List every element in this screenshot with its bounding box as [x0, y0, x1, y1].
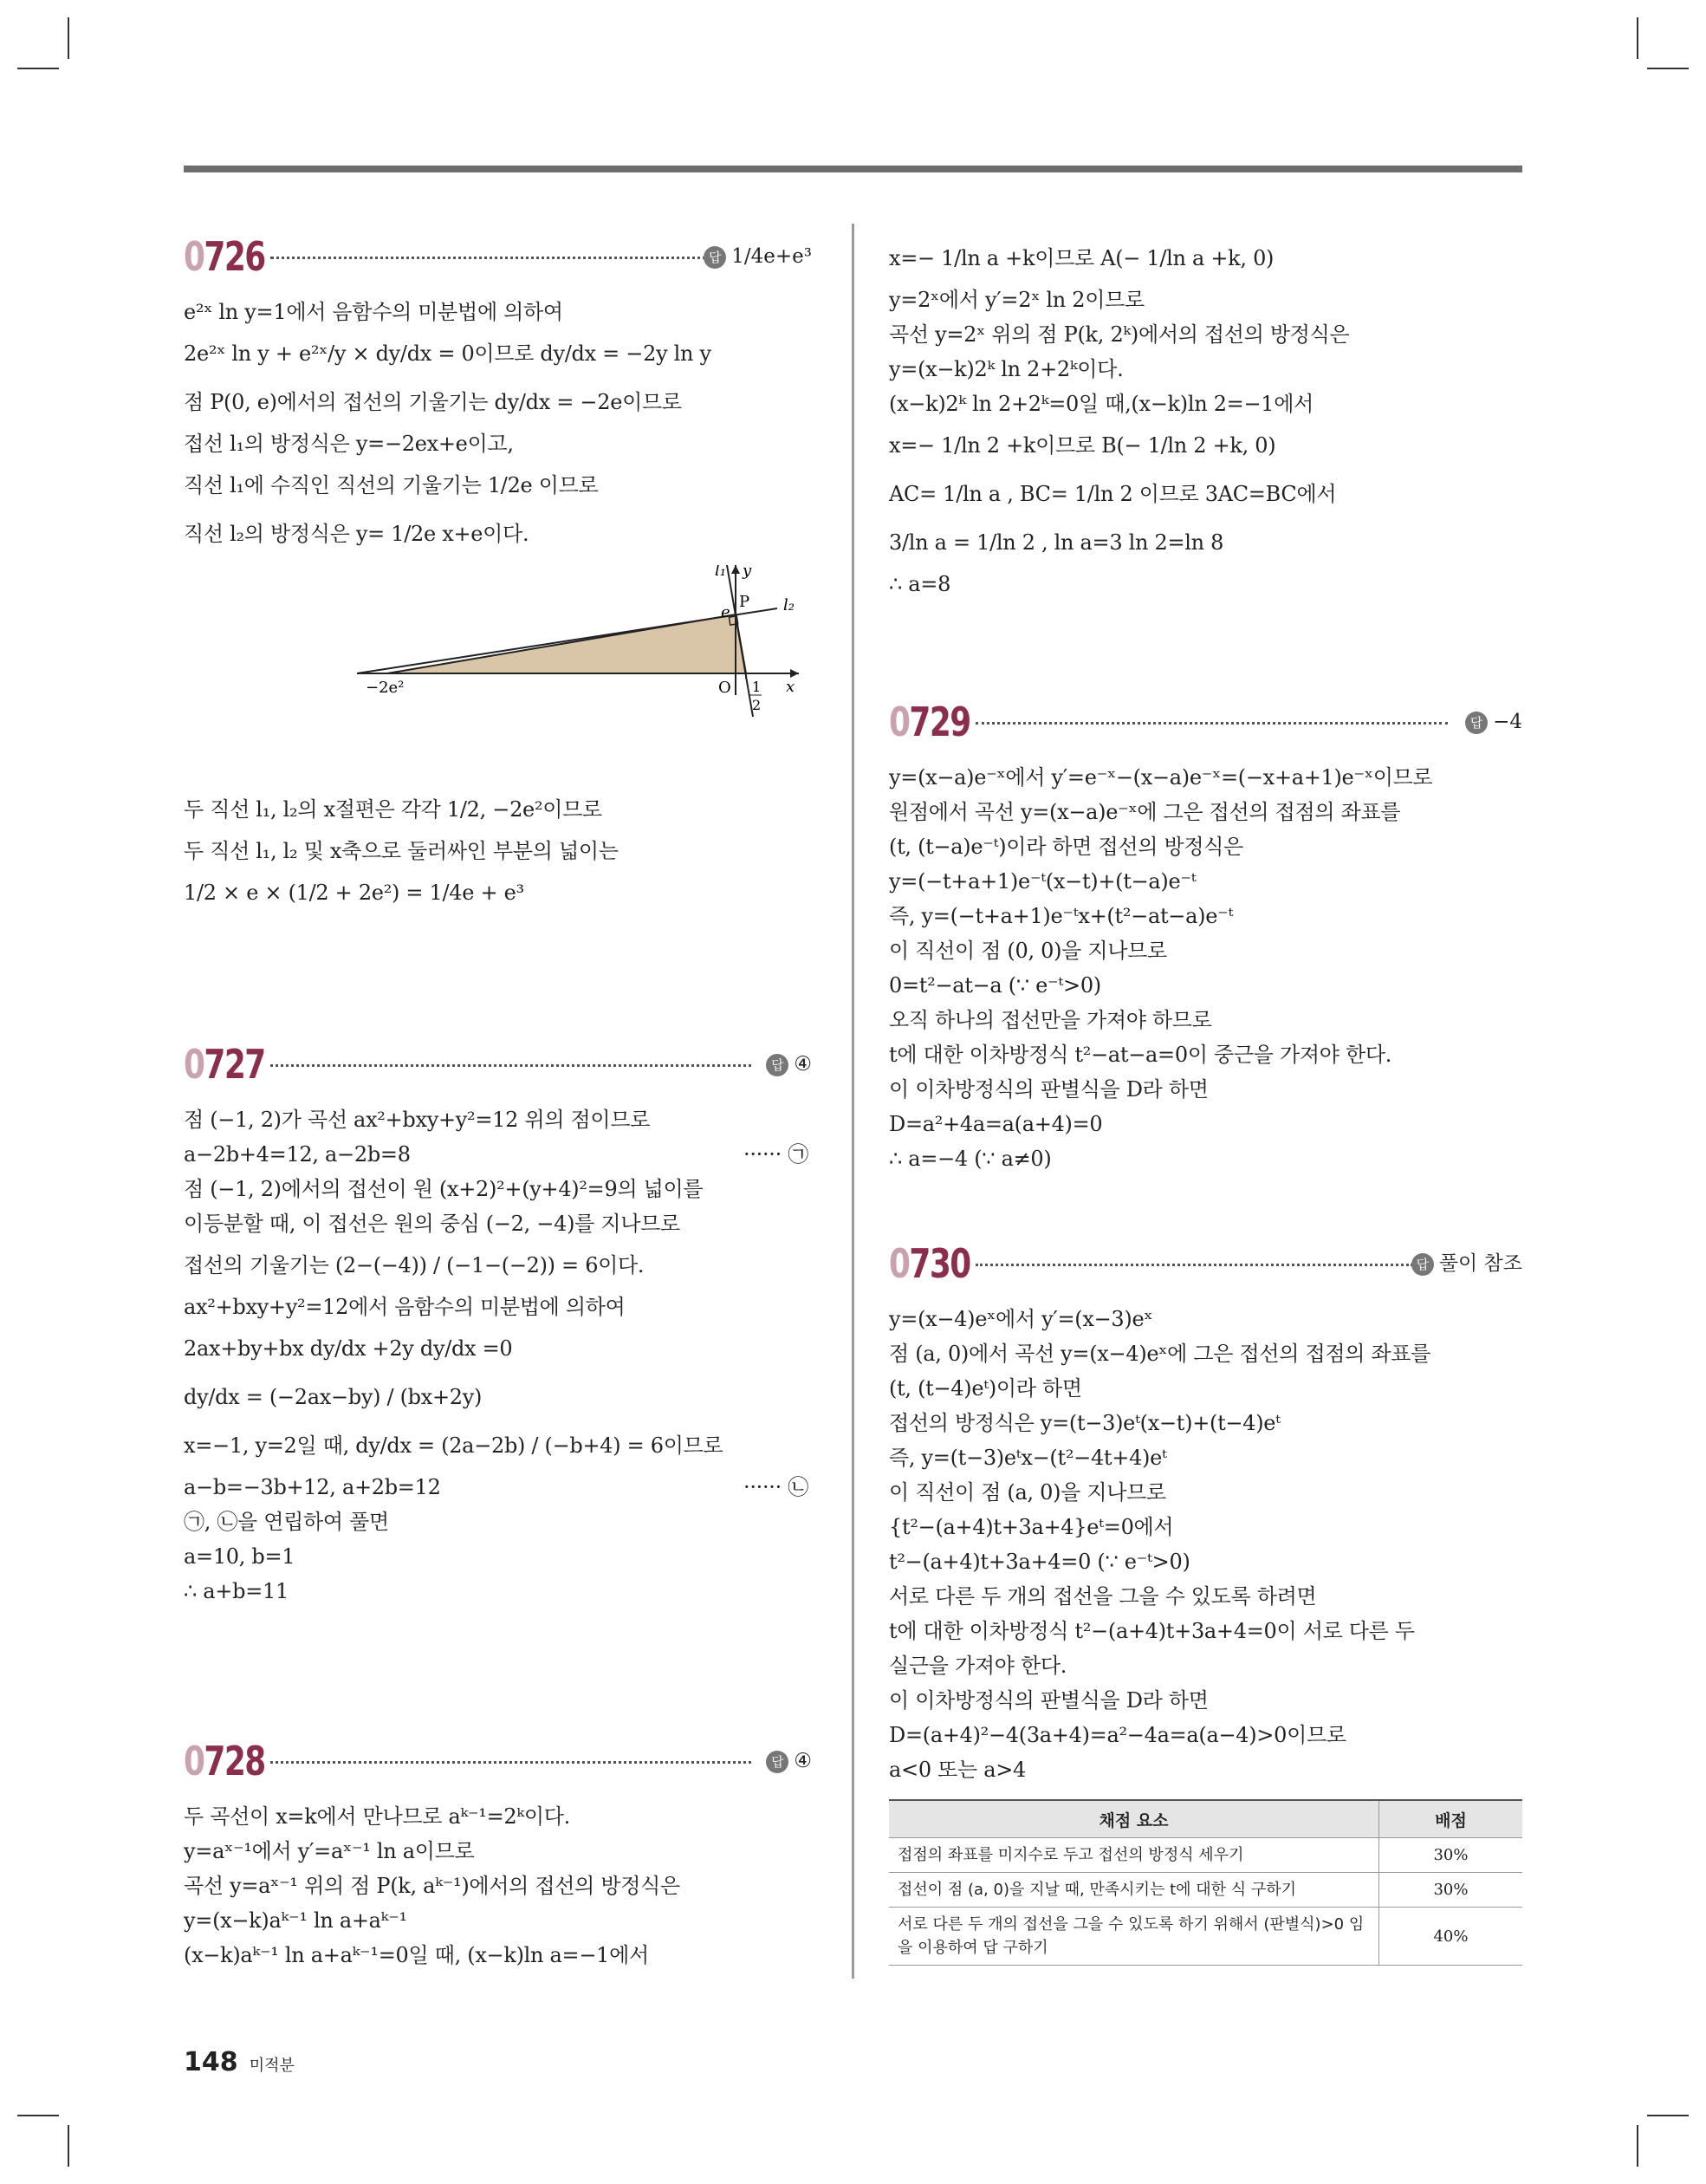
problem-0730 [889, 1239, 1522, 1966]
problem-header [184, 1040, 812, 1092]
answer-value: −4 [1493, 711, 1522, 733]
page-number: 148 [184, 2047, 238, 2077]
leader-dots [270, 257, 712, 259]
tangent-lines-figure [270, 565, 825, 773]
solution-line: 즉, y=(−t+a+1)e⁻ᵗx+(t²−at−a)e⁻ᵗ [889, 904, 1234, 928]
solution-line: 점 (−1, 2)가 곡선 ax²+bxy+y²=12 위의 점이므로 [184, 1108, 651, 1132]
answer [766, 1047, 812, 1082]
label-half-numerator: 1 [752, 679, 762, 695]
solution-line: t에 대한 이차방정식 t²−at−a=0이 중근을 가져야 한다. [889, 1043, 1392, 1067]
solution-line: e²ˣ ln y=1에서 음함수의 미분법에 의하여 [184, 300, 563, 324]
problem-number-prefix: 0 [889, 1240, 910, 1287]
label-x: x [786, 678, 795, 696]
solution-line: 이 이차방정식의 판별식을 D라 하면 [889, 1688, 1209, 1713]
answer [1465, 705, 1522, 739]
answer-value: ④ [794, 1053, 812, 1076]
problem-number-digits: 730 [909, 1240, 970, 1287]
problem-number-prefix: 0 [184, 233, 204, 280]
answer-value: ④ [794, 1750, 812, 1772]
table-cell: 40% [1379, 1908, 1523, 1966]
solution-line: y=(x−a)e⁻ˣ에서 y′=e⁻ˣ−(x−a)e⁻ˣ=(−x+a+1)e⁻ˣ이므로 [889, 765, 1433, 790]
table-row [889, 1838, 1522, 1873]
solution-line: AC= 1/ln a , BC= 1/ln 2 이므로 3AC=BC에서 [889, 482, 1337, 506]
problem-0726 [184, 232, 812, 917]
crop-mark [1637, 17, 1638, 59]
solution-line: 즉, y=(t−3)eᵗx−(t²−4t+4)eᵗ [889, 1446, 1167, 1470]
solution-line: 점 (a, 0)에서 곡선 y=(x−4)eˣ에 그은 접선의 접점의 좌표를 [889, 1342, 1431, 1366]
marker-1: ······ ㉠ [743, 1142, 808, 1167]
problem-number-prefix: 0 [889, 699, 910, 745]
table-cell: 서로 다른 두 개의 접선을 그을 수 있도록 하기 위해서 (판별식)>0 임을 이용하여 답 구하기 [889, 1908, 1379, 1966]
marker-2: ······ ㉡ [743, 1475, 808, 1499]
label-l2: l₂ [783, 596, 795, 614]
solution-line: 두 곡선이 x=k에서 만나므로 aᵏ⁻¹=2ᵏ이다. [184, 1804, 570, 1829]
solution-line: ∴ a=−4 (∵ a≠0) [889, 1147, 1052, 1171]
answer [1411, 1246, 1522, 1281]
problem-number [889, 1239, 970, 1288]
solution-line: t²−(a+4)t+3a+4=0 (∵ e⁻ᵗ>0) [889, 1550, 1190, 1574]
solution-line: {t²−(a+4)t+3a+4}eᵗ=0에서 [889, 1515, 1174, 1539]
solution-line: a−2b+4=12, a−2b=8 ······ ㉠ [184, 1137, 812, 1172]
problem-number-digits: 727 [204, 1041, 265, 1088]
solution-line: 두 직선 l₁, l₂의 x절편은 각각 1/2, −2e²이므로 [184, 797, 602, 822]
problem-header [889, 698, 1522, 750]
solution-line: 3/ln a = 1/ln 2 , ln a=3 ln 2=ln 8 [889, 530, 1224, 555]
problem-number [184, 1040, 265, 1089]
solution-line: 서로 다른 두 개의 접선을 그을 수 있도록 하려면 [889, 1584, 1317, 1609]
solution-line: 오직 하나의 접선만을 가져야 하므로 [889, 1008, 1212, 1032]
problem-number [184, 232, 265, 281]
solution-line: x=− 1/ln a +k이므로 A(− 1/ln a +k, 0) [889, 246, 1275, 270]
solution-line: 2e²ˣ ln y + e²ˣ/y × dy/dx = 0이므로 dy/dx = −2y ln y [184, 341, 711, 366]
answer-mark-icon: 답 [1465, 712, 1488, 734]
answer-mark-icon: 답 [704, 246, 726, 269]
solution-line: x=− 1/ln 2 +k이므로 B(− 1/ln 2 +k, 0) [889, 433, 1276, 458]
crop-mark [1637, 2125, 1638, 2167]
table-header: 채점 요소 [889, 1800, 1379, 1838]
answer-value: 1/4e+e³ [731, 245, 812, 268]
page-footer [184, 2047, 295, 2077]
solution-line: a<0 또는 a>4 [889, 1758, 1027, 1782]
solution-line: ㉠, ㉡을 연립하여 풀면 [184, 1510, 389, 1534]
solution-line: 1/2 × e × (1/2 + 2e²) = 1/4e + e³ [184, 881, 524, 905]
leader-dots [976, 722, 1448, 725]
table-header-row [889, 1800, 1522, 1838]
solution-line: (x−k)aᵏ⁻¹ ln a+aᵏ⁻¹=0일 때, (x−k)ln a=−1에서 [184, 1943, 649, 1967]
solution-line: 이 직선이 점 (0, 0)을 지나므로 [889, 939, 1167, 963]
label-e: e [721, 603, 730, 621]
answer-mark-icon: 답 [1411, 1253, 1434, 1276]
solution-line: 점 P(0, e)에서의 접선의 기울기는 dy/dx = −2e이므로 [184, 390, 682, 414]
solution-line: D=a²+4a=a(a+4)=0 [889, 1112, 1103, 1136]
solution-line: ax²+bxy+y²=12에서 음함수의 미분법에 의하여 [184, 1295, 626, 1319]
problem-0728-continued [889, 234, 1522, 601]
problem-header [184, 1737, 812, 1789]
solution-line: 이 이차방정식의 판별식을 D라 하면 [889, 1077, 1209, 1102]
solution-line: D=(a+4)²−4(3a+4)=a²−4a=a(a−4)>0이므로 [889, 1723, 1346, 1747]
answer-mark-icon: 답 [766, 1751, 788, 1773]
label-l1: l₁ [715, 565, 726, 580]
solution-line: x=−1, y=2일 때, dy/dx = (2a−2b) / (−b+4) = 6이므로 [184, 1433, 723, 1458]
subject-label: 미적분 [249, 2057, 295, 2075]
top-rule [184, 166, 1522, 172]
solution-line: y=aˣ⁻¹에서 y′=aˣ⁻¹ ln a이므로 [184, 1839, 475, 1863]
leader-dots [270, 1064, 751, 1067]
solution-line: (t, (t−4)eᵗ)이라 하면 [889, 1376, 1082, 1401]
problem-header [889, 1239, 1522, 1291]
column-divider [852, 224, 854, 1979]
solution-line: y=(−t+a+1)e⁻ᵗ(x−t)+(t−a)e⁻ᵗ [889, 869, 1197, 894]
table-row [889, 1908, 1522, 1966]
y-axis-arrow [731, 565, 740, 574]
solution-line: ∴ a+b=11 [184, 1579, 289, 1603]
solution-line: y=(x−4)eˣ에서 y′=(x−3)eˣ [889, 1307, 1153, 1331]
solution-line: 직선 l₂의 방정식은 y= 1/2e x+e이다. [184, 522, 529, 546]
label-origin: O [718, 679, 731, 697]
table-cell: 접선이 점 (a, 0)을 지날 때, 만족시키는 t에 대한 식 구하기 [889, 1873, 1379, 1908]
solution-line: 두 직선 l₁, l₂ 및 x축으로 둘러싸인 부분의 넓이는 [184, 839, 619, 863]
problem-number-prefix: 0 [184, 1738, 204, 1784]
leader-dots [270, 1761, 751, 1764]
answer [766, 1744, 812, 1778]
solution-line: y=2ˣ에서 y′=2ˣ ln 2이므로 [889, 288, 1145, 312]
solution-line: 이등분할 때, 이 접선은 원의 중심 (−2, −4)를 지나므로 [184, 1212, 680, 1236]
table-cell: 접점의 좌표를 미지수로 두고 접선의 방정식 세우기 [889, 1838, 1379, 1873]
table-row [889, 1873, 1522, 1908]
label-y: y [743, 565, 752, 580]
answer-value: 풀이 참조 [1438, 1252, 1522, 1275]
solution-line: 접선의 방정식은 y=(t−3)eᵗ(x−t)+(t−4)eᵗ [889, 1411, 1281, 1435]
table-cell: 30% [1379, 1873, 1523, 1908]
crop-mark [17, 2115, 59, 2116]
problem-number-digits: 729 [909, 699, 970, 745]
table-header: 배점 [1379, 1800, 1523, 1838]
problem-0728 [184, 1737, 812, 1973]
solution-line: t에 대한 이차방정식 t²−(a+4)t+3a+4=0이 서로 다른 두 [889, 1619, 1415, 1643]
solution-line: 실근을 가져야 한다. [889, 1654, 1067, 1678]
solution-line: 0=t²−at−a (∵ e⁻ᵗ>0) [889, 973, 1101, 998]
crop-mark [1647, 2115, 1689, 2116]
scoring-table [889, 1799, 1522, 1966]
solution-line: (x−k)2ᵏ ln 2+2ᵏ=0일 때,(x−k)ln 2=−1에서 [889, 392, 1314, 416]
problem-header [184, 232, 812, 284]
solution-line: dy/dx = (−2ax−by) / (bx+2y) [184, 1385, 483, 1409]
label-neg-2e2: −2e² [366, 679, 405, 697]
label-half-denominator: 2 [752, 697, 762, 713]
crop-mark [68, 17, 69, 59]
answer-mark-icon: 답 [766, 1054, 788, 1076]
answer [704, 239, 812, 274]
solution-line: 직선 l₁에 수직인 직선의 기울기는 1/2e 이므로 [184, 473, 599, 497]
problem-number [889, 698, 970, 746]
problem-number [184, 1737, 265, 1785]
solution-line: 접선 l₁의 방정식은 y=−2ex+e이고, [184, 432, 514, 456]
triangle-region [387, 614, 746, 673]
solution-line: 곡선 y=2ˣ 위의 점 P(k, 2ᵏ)에서의 접선의 방정식은 [889, 322, 1350, 347]
solution-line: y=(x−k)aᵏ⁻¹ ln a+aᵏ⁻¹ [184, 1908, 407, 1933]
solution-line: y=(x−k)2ᵏ ln 2+2ᵏ이다. [889, 357, 1124, 381]
problem-number-digits: 728 [204, 1738, 265, 1784]
figure-svg [270, 565, 825, 773]
x-axis-arrow [790, 669, 799, 678]
solution-line: 접선의 기울기는 (2−(−4)) / (−1−(−2)) = 6이다. [184, 1253, 645, 1277]
solution-line: a−b=−3b+12, a+2b=12 ······ ㉡ [184, 1470, 812, 1505]
problem-0729 [889, 698, 1522, 1176]
label-P: P [739, 593, 750, 611]
crop-mark [17, 68, 59, 69]
crop-mark [68, 2125, 69, 2167]
problem-number-digits: 726 [204, 233, 265, 280]
solution-line: (t, (t−a)e⁻ᵗ)이라 하면 접선의 방정식은 [889, 835, 1244, 859]
solution-line: 점 (−1, 2)에서의 접선이 원 (x+2)²+(y+4)²=9의 넓이를 [184, 1177, 704, 1201]
problem-number-prefix: 0 [184, 1041, 204, 1088]
crop-mark [1647, 68, 1689, 69]
table-cell: 30% [1379, 1838, 1523, 1873]
solution-line: 곡선 y=aˣ⁻¹ 위의 점 P(k, aᵏ⁻¹)에서의 접선의 방정식은 [184, 1874, 680, 1898]
solution-line: 이 직선이 점 (a, 0)을 지나므로 [889, 1480, 1166, 1505]
leader-dots [976, 1264, 1413, 1266]
problem-0727 [184, 1040, 812, 1609]
solution-line: ∴ a=8 [889, 572, 951, 596]
solution-line: 원점에서 곡선 y=(x−a)e⁻ˣ에 그은 접선의 접점의 좌표를 [889, 800, 1401, 824]
solution-line: 2ax+by+bx dy/dx +2y dy/dx =0 [184, 1336, 513, 1361]
solution-line: a=10, b=1 [184, 1544, 295, 1569]
